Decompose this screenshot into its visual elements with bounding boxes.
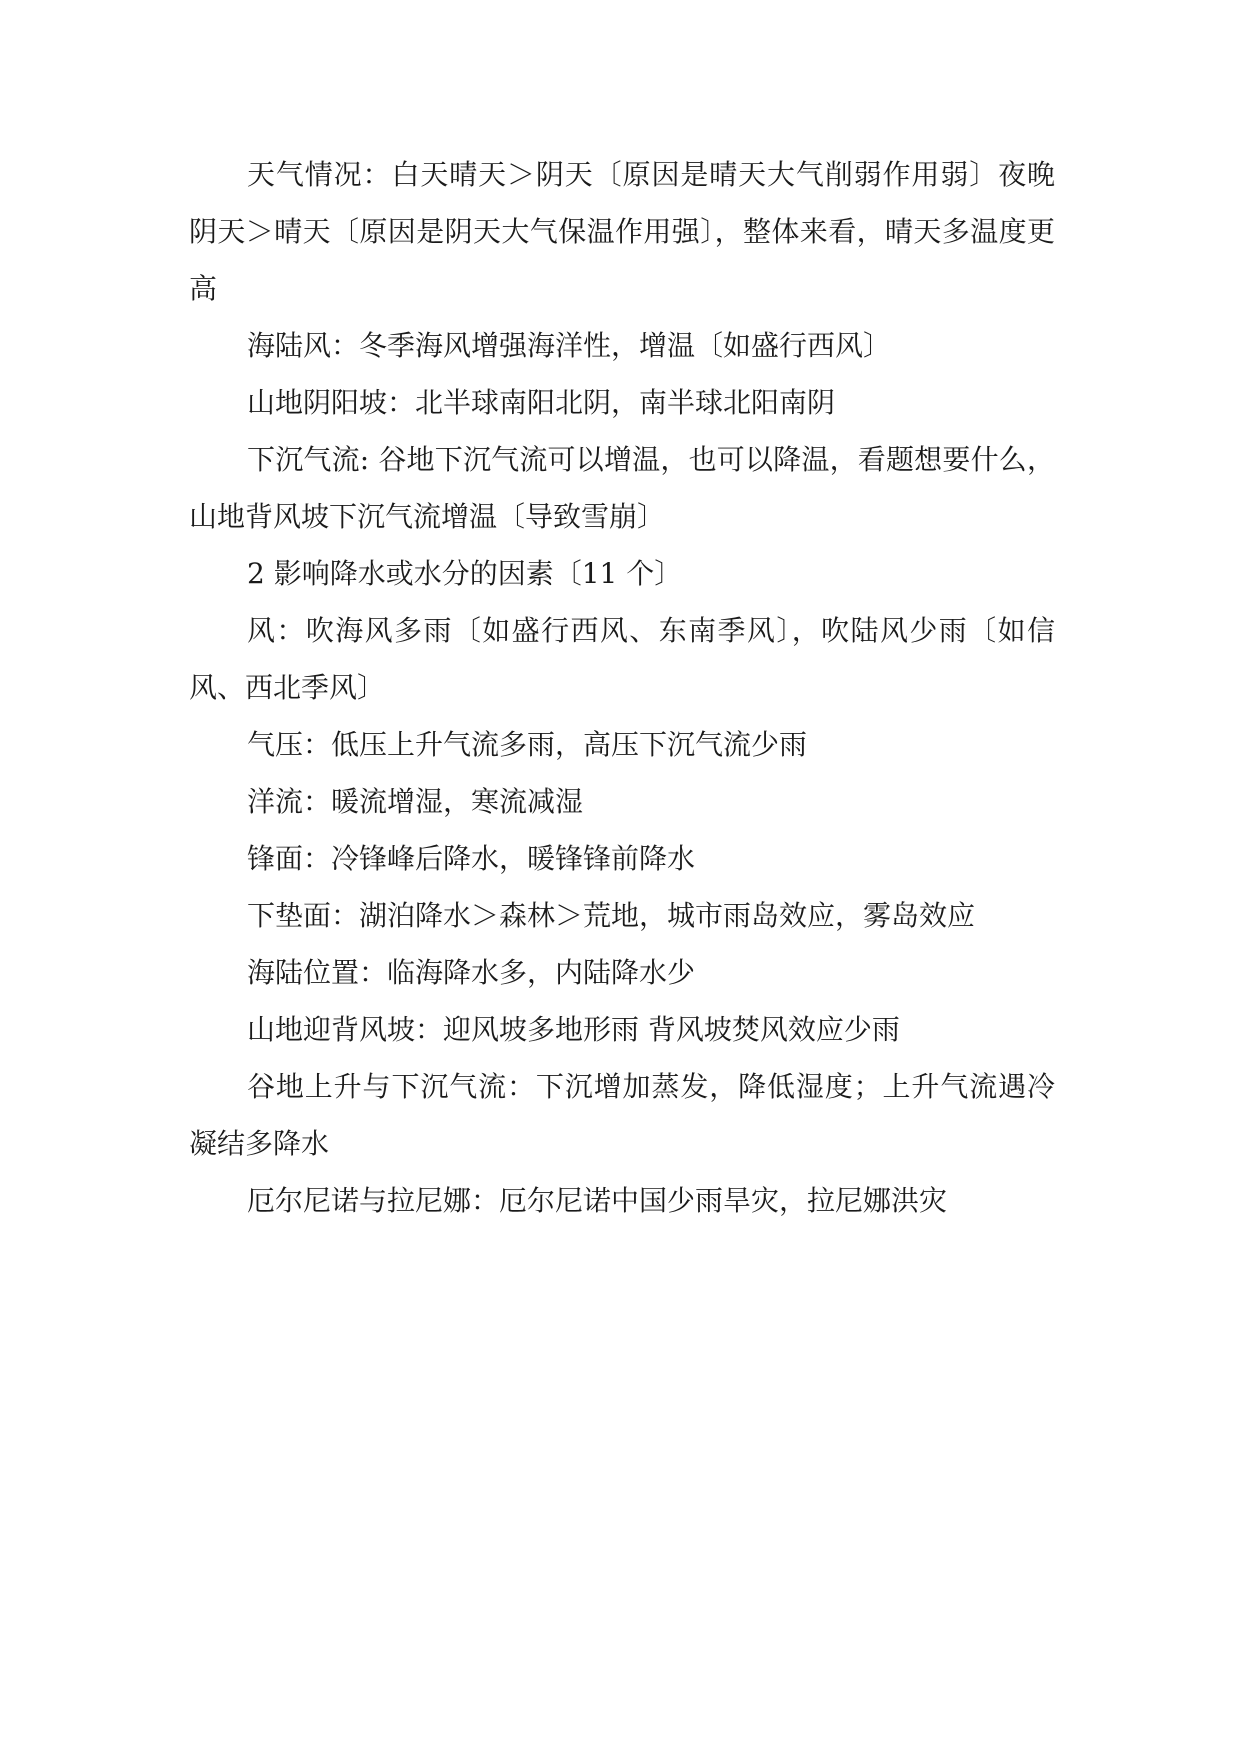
paragraph-valley-airflow: 谷地上升与下沉气流：下沉增加蒸发，降低湿度；上升气流遇冷凝结多降水: [189, 1070, 1055, 1160]
paragraph-windward-leeward: 山地迎背风坡：迎风坡多地形雨 背风坡焚风效应少雨: [247, 1013, 900, 1046]
paragraph-mountain-slopes: 山地阴阳坡：北半球南阳北阴，南半球北阳南阴: [247, 386, 836, 419]
paragraph-ocean-currents: 洋流：暖流增湿，寒流减湿: [247, 785, 584, 818]
paragraph-descending-airflow: 下沉气流: 谷地下沉气流可以增温，也可以降温，看题想要什么，山地背风坡下沉气流增温〔导致雪崩〕: [189, 443, 1055, 533]
paragraph-el-nino-la-nina: 厄尔尼诺与拉尼娜：厄尔尼诺中国少雨旱灾，拉尼娜洪灾: [247, 1184, 948, 1217]
paragraph-air-pressure: 气压：低压上升气流多雨，高压下沉气流少雨: [247, 728, 808, 761]
paragraph-land-sea-breeze: 海陆风：冬季海风增强海洋性，增温〔如盛行西风〕: [247, 329, 892, 362]
paragraph-land-sea-position: 海陆位置：临海降水多，内陆降水少: [247, 956, 696, 989]
document-body: [189, 146, 1055, 1229]
paragraph-underlying-surface: 下垫面：湖泊降水＞森林＞荒地，城市雨岛效应，雾岛效应: [247, 899, 976, 932]
paragraph-weather-conditions: 天气情况：白天晴天＞阴天〔原因是晴天大气削弱作用弱〕夜晚阴天＞晴天〔原因是阴天大气保温作用强〕，整体来看，晴天多温度更高: [189, 158, 1055, 305]
paragraph-fronts: 锋面：冷锋峰后降水，暖锋锋前降水: [247, 842, 696, 875]
paragraph-wind: 风：吹海风多雨〔如盛行西风、东南季风〕，吹陆风少雨〔如信风、西北季风〕: [189, 614, 1055, 704]
section-heading-precipitation-factors: 2 影响降水或水分的因素〔11 个〕: [247, 557, 683, 590]
